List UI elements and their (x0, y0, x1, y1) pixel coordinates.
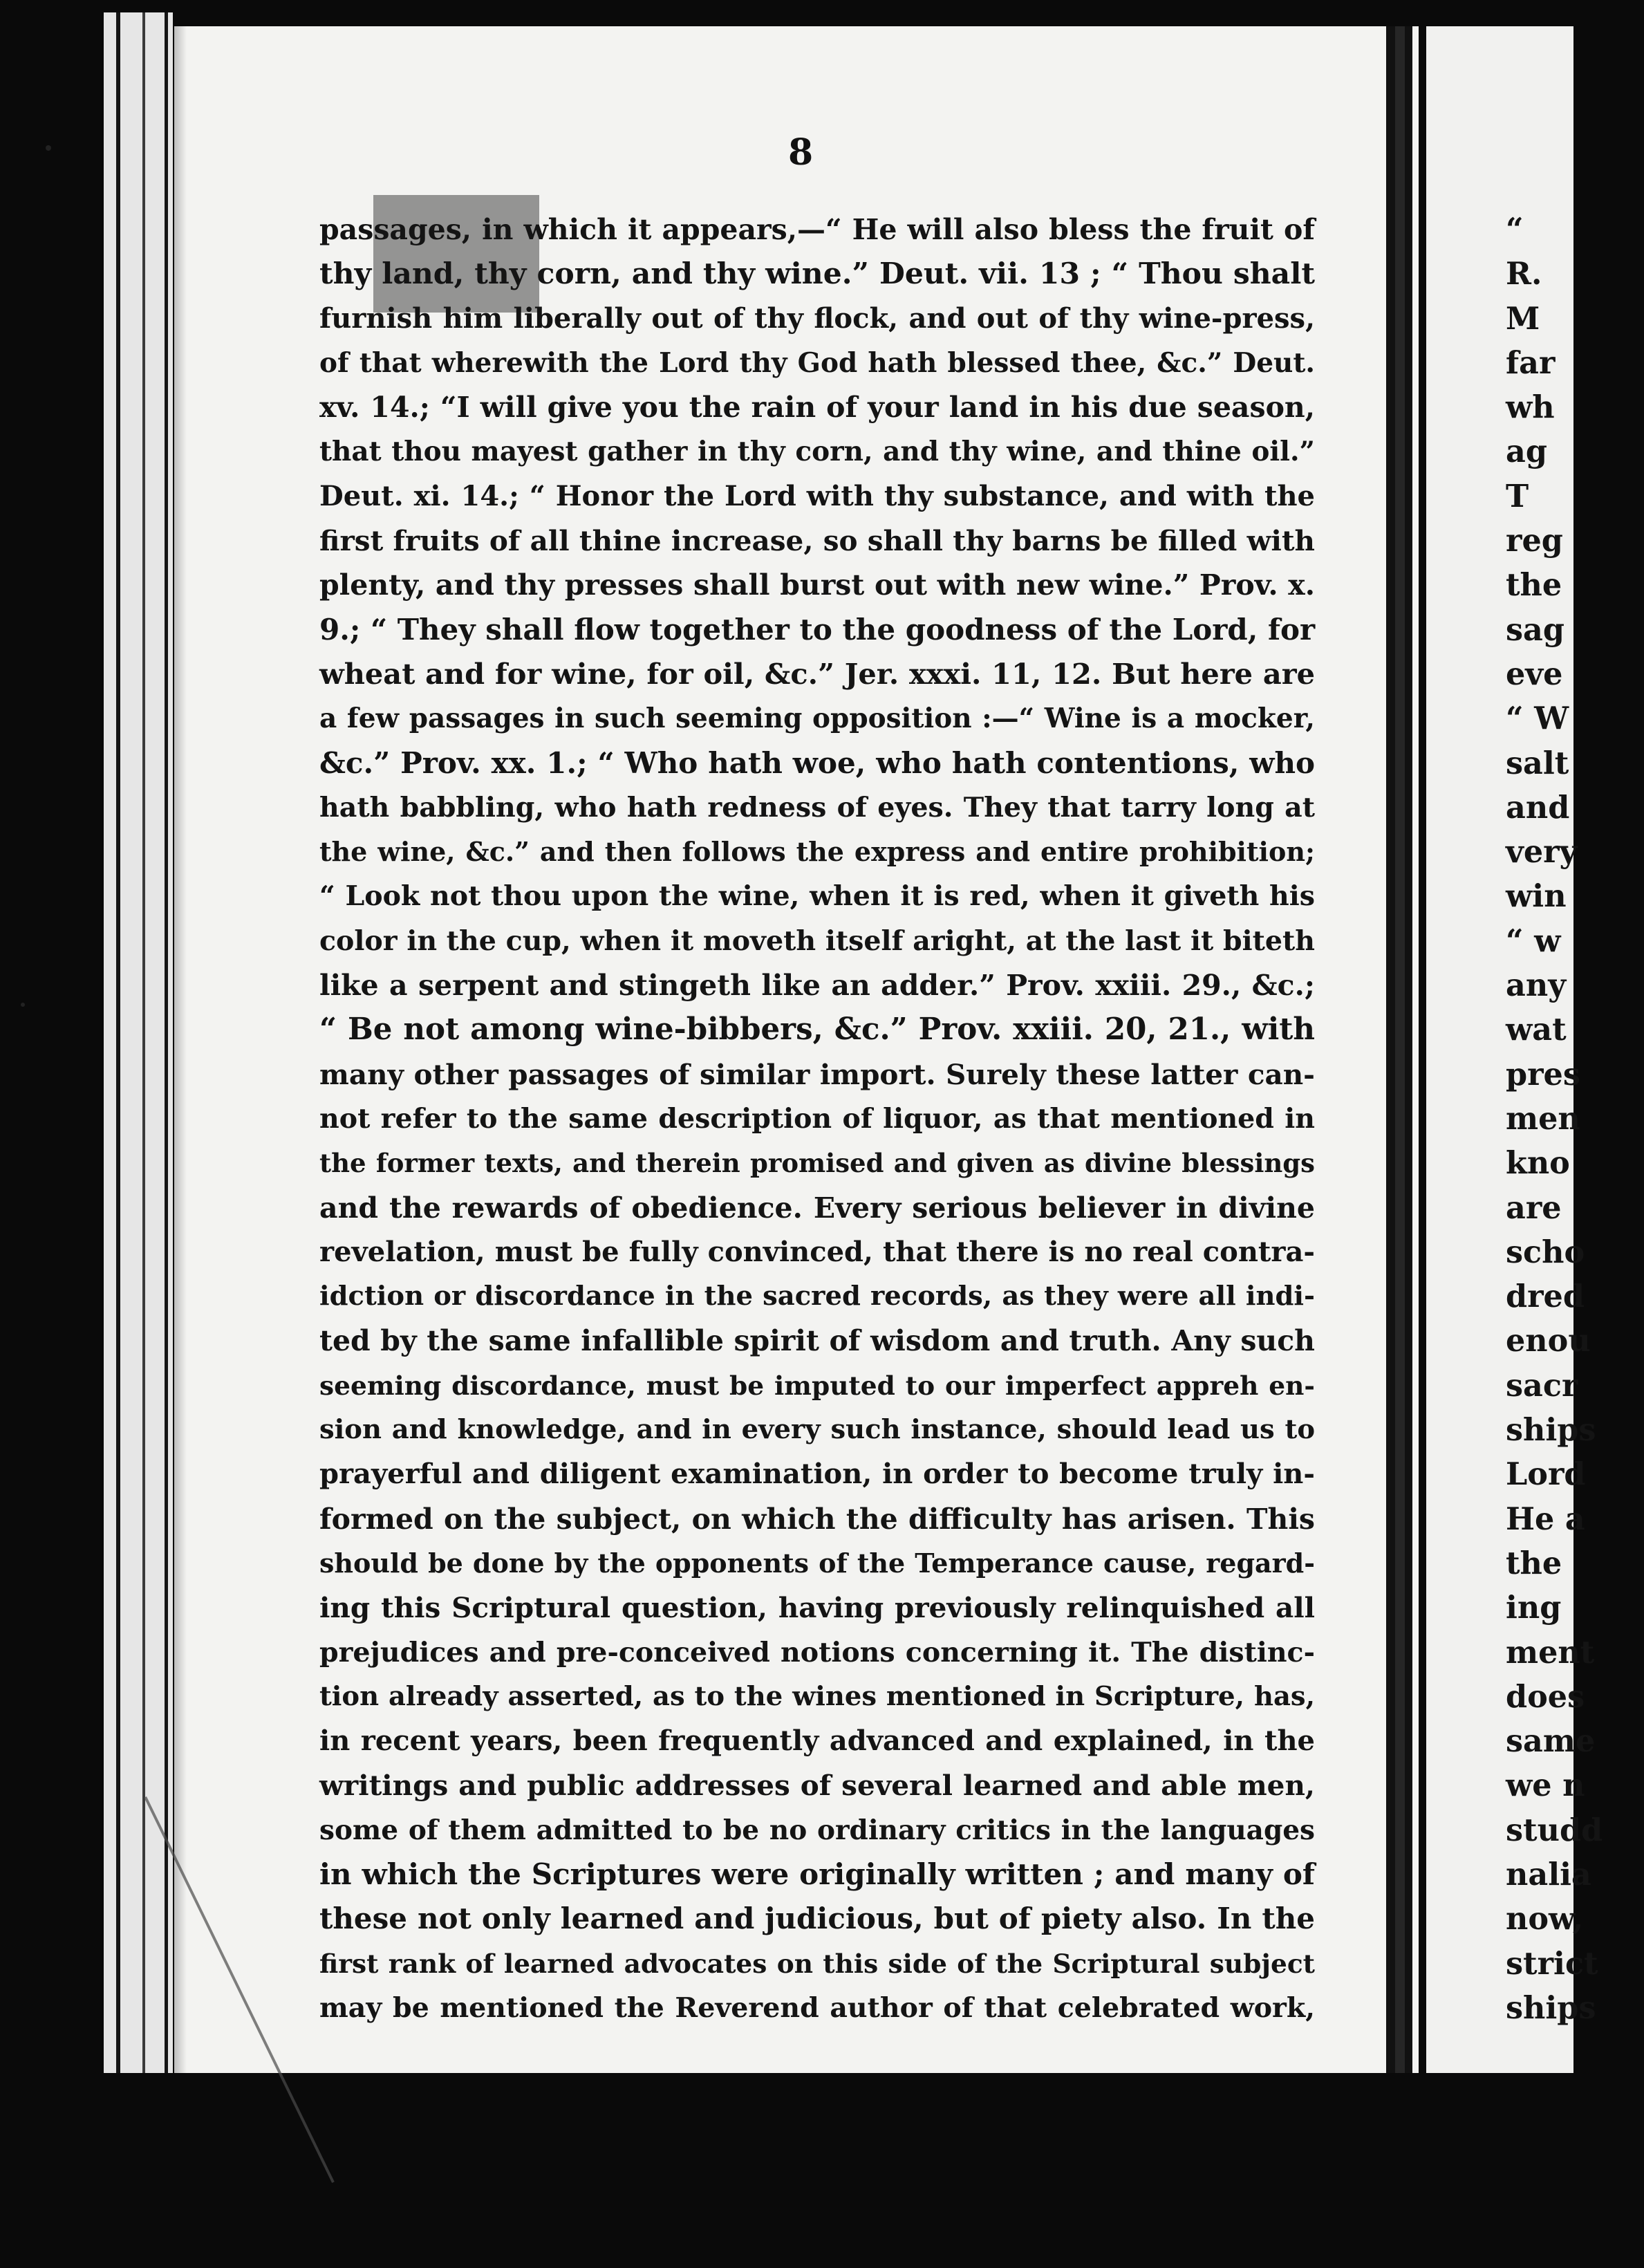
body-text (319, 207, 1315, 2030)
fragment-line: pres (1506, 1056, 1580, 1093)
text-line: hath babbling, who hath redness of eyes. They that tarry long at (319, 791, 1315, 824)
fragment-line: “ W (1506, 700, 1569, 737)
text-line: xv. 14.; “I will give you the rain of your land in his due season, (319, 391, 1315, 425)
fragment-line: “ w (1506, 922, 1561, 959)
text-line: writings and public addresses of several learned and able men, (319, 1769, 1315, 1803)
fragment-line: any (1506, 967, 1567, 1004)
fragment-line: wh (1506, 389, 1555, 426)
text-line: of that wherewith the Lord thy God hath blessed thee, &c.” Deut. (319, 346, 1315, 379)
scan-edge-line (165, 12, 168, 2073)
fragment-line: studd (1506, 1812, 1603, 1848)
text-line: 9.; “ They shall flow together to the goodness of the Lord, for (319, 612, 1316, 647)
fragment-line: we n (1506, 1767, 1585, 1804)
text-line: in recent years, been frequently advanced and explained, in the (319, 1725, 1315, 1758)
fragment-line: enou (1506, 1323, 1591, 1359)
text-line: &c.” Prov. xx. 1.; “ Who hath woe, who hath contentions, who (319, 745, 1315, 780)
text-line: wheat and for wine, for oil, &c.” Jer. xxxi. 11, 12. But here are (319, 656, 1315, 691)
text-line: first rank of learned advocates on this side of the Scriptural subject (319, 1948, 1315, 1979)
text-line: revelation, must be fully convinced, that there is no real contra- (319, 1235, 1315, 1268)
text-line: like a serpent and stingeth like an adder.” Prov. xxiii. 29., &c.; (319, 969, 1315, 1003)
fragment-line: nalia (1506, 1856, 1591, 1893)
fragment-line: are (1506, 1189, 1562, 1226)
text-line: the former texts, and therein promised and given as divine blessings (319, 1148, 1315, 1179)
text-line: “ Be not among wine-bibbers, &c.” Prov. xxiii. 20, 21., with (319, 1012, 1315, 1048)
page-number: 8 (788, 131, 814, 174)
text-line: ted by the same infallible spirit of wisdom and truth. Any such (319, 1324, 1315, 1358)
scan-edge-line (116, 12, 120, 2073)
text-line: furnish him liberally out of thy flock, and out of thy wine-press, (319, 301, 1315, 335)
fragment-line: ag (1506, 434, 1547, 470)
right-page-text (1506, 207, 1644, 2030)
fragment-line: strict (1506, 1945, 1598, 1982)
text-line: prejudices and pre-conceived notions concerning it. The distinc- (319, 1636, 1315, 1669)
fragment-line: very (1506, 834, 1578, 871)
text-line: Deut. xi. 14.; “ Honor the Lord with thy substance, and with the (319, 479, 1315, 512)
text-line: seeming discordance, must be imputed to our imperfect appreh en- (319, 1370, 1315, 1401)
text-line: may be mentioned the Reverend author of that celebrated work, (319, 1991, 1315, 2024)
text-line: not refer to the same description of liquor, as that mentioned in (319, 1102, 1315, 1135)
fragment-line: sag (1506, 611, 1565, 648)
text-line: idction or discordance in the sacred records, as they were all indi- (319, 1281, 1315, 1312)
fragment-line: sacr (1506, 1367, 1578, 1404)
text-line: thy land, thy corn, and thy wine.” Deut. vii. 13 ; “ Thou shalt (319, 257, 1315, 292)
fragment-line: eve (1506, 656, 1563, 692)
fragment-line: men (1506, 1100, 1580, 1137)
fragment-line: far (1506, 344, 1556, 381)
text-line: some of them admitted to be no ordinary critics in the languages (319, 1814, 1315, 1846)
scan-speck (46, 145, 51, 151)
fragment-line: the (1506, 567, 1562, 604)
fragment-line: does (1506, 1678, 1585, 1715)
text-line: these not only learned and judicious, but of piety also. In the (319, 1902, 1315, 1936)
fragment-line: He a (1506, 1500, 1585, 1537)
fragment-line: “ (1506, 212, 1524, 248)
text-line: “ Look not thou upon the wine, when it is red, when it giveth his (319, 880, 1315, 913)
text-line: color in the cup, when it moveth itself aright, at the last it biteth (319, 924, 1315, 957)
fragment-line: ships (1506, 1412, 1596, 1449)
scan-edge-line (142, 12, 145, 2073)
text-line: sion and knowledge, and in every such instance, should lead us to (319, 1414, 1315, 1446)
scan-left-margin (104, 12, 173, 2073)
fragment-line: reg (1506, 523, 1563, 559)
text-line: should be done by the opponents of the Temperance cause, regard- (319, 1547, 1315, 1579)
text-line: many other passages of similar import. Surely these latter can- (319, 1057, 1315, 1091)
text-line: ing this Scriptural question, having previously relinquished all (319, 1591, 1315, 1625)
fragment-line: kno (1506, 1145, 1570, 1182)
text-line: prayerful and diligent examination, in order to become truly in- (319, 1458, 1315, 1491)
fragment-line: T (1506, 478, 1529, 514)
fragment-line: now, (1506, 1901, 1584, 1937)
fragment-line: and (1506, 789, 1570, 826)
fragment-line: ships (1506, 1989, 1596, 2026)
text-line: plenty, and thy presses shall burst out with new wine.” Prov. x. (319, 568, 1315, 602)
text-line: a few passages in such seeming opposition :—“ Wine is a mocker, (319, 703, 1315, 735)
fragment-line: same (1506, 1723, 1596, 1760)
fragment-line: ing (1506, 1590, 1562, 1626)
text-line: in which the Scriptures were originally written ; and many of (319, 1857, 1315, 1891)
fragment-line: dred (1506, 1279, 1585, 1315)
fragment-line: salt (1506, 745, 1569, 781)
text-line: formed on the subject, on which the difficulty has arisen. This (319, 1502, 1315, 1536)
page-shadow (174, 26, 187, 2073)
fragment-line: scho (1506, 1234, 1585, 1270)
text-line: tion already asserted, as to the wines mentioned in Scripture, has, (319, 1680, 1315, 1712)
fragment-line: win (1506, 878, 1567, 915)
scan-speck (21, 1003, 25, 1007)
text-line: that thou mayest gather in thy corn, and thy wine, and thine oil.” (319, 436, 1315, 468)
fragment-line: M (1506, 300, 1540, 337)
fragment-line: Lord (1506, 1456, 1586, 1493)
text-line: first fruits of all thine increase, so shall thy barns be filled with (319, 524, 1315, 558)
text-line: the wine, &c.” and then follows the express and entire prohibition; (319, 836, 1315, 868)
fragment-line: R. (1506, 256, 1542, 292)
fragment-line: ment (1506, 1634, 1595, 1671)
book-gutter-inner (1395, 26, 1405, 2073)
text-line: and the rewards of obedience. Every serious believer in divine (319, 1191, 1315, 1225)
fragment-line: the (1506, 1545, 1562, 1581)
text-line: passages, in which it appears,—“ He will also bless the fruit of (319, 213, 1315, 246)
fragment-line: wat (1506, 1012, 1567, 1048)
